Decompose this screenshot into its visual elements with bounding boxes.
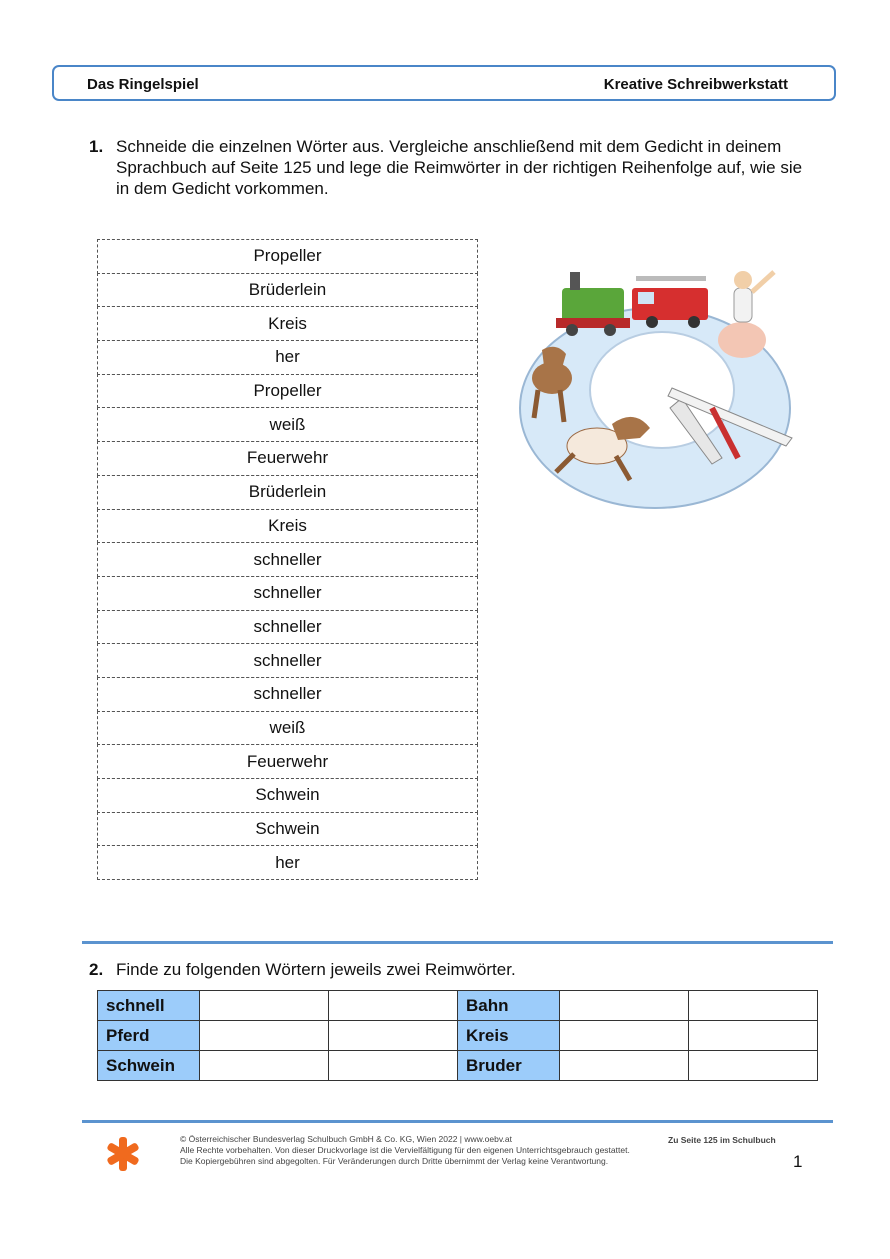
rhyme-word-cell: Schwein xyxy=(98,1051,200,1081)
copyright-line-3: Die Kopiergebühren sind abgegolten. Für Veränderungen durch Dritte übernimmt der Verlag keine Verantwortung. xyxy=(180,1156,609,1166)
rhyme-word-cell: Bahn xyxy=(458,991,560,1021)
cut-word-cell: Propeller xyxy=(97,374,478,409)
task-1-number: 1. xyxy=(89,137,104,156)
section-divider-top xyxy=(82,941,833,944)
answer-cell[interactable] xyxy=(200,991,329,1021)
boy-on-pig-icon xyxy=(718,271,774,358)
answer-cell[interactable] xyxy=(560,991,689,1021)
copyright-line-2: Alle Rechte vorbehalten. Von dieser Druckvorlage ist die Vervielfältigung für den eigenen Unterrichtsgebrauch gestattet. xyxy=(180,1145,630,1155)
table-row xyxy=(98,991,818,1021)
carousel-illustration xyxy=(512,258,798,514)
copyright-notice xyxy=(180,1134,630,1167)
cut-word-cell: her xyxy=(97,845,478,880)
answer-cell[interactable] xyxy=(329,991,458,1021)
cut-word-cell: Schwein xyxy=(97,778,478,813)
rhyme-table xyxy=(97,990,818,1081)
task-1-instruction: Schneide die einzelnen Wörter aus. Vergleiche anschließend mit dem Gedicht in deinem Sprachbuch auf Seite 125 und lege die Reimwörter in der richtigen Reihenfolge auf, wie sie in dem Gedicht vorkommen. xyxy=(116,137,803,198)
worksheet-title: Das Ringelspiel xyxy=(87,76,199,93)
answer-cell[interactable] xyxy=(329,1051,458,1081)
cut-word-cell: weiß xyxy=(97,711,478,746)
cut-word-cell: Brüderlein xyxy=(97,273,478,308)
answer-cell[interactable] xyxy=(200,1021,329,1051)
publisher-logo-icon xyxy=(104,1135,142,1173)
cut-word-cell: Feuerwehr xyxy=(97,744,478,779)
answer-cell[interactable] xyxy=(560,1021,689,1051)
answer-cell[interactable] xyxy=(689,1051,818,1081)
cut-word-cell: schneller xyxy=(97,677,478,712)
section-divider-bottom xyxy=(82,1120,833,1123)
cut-out-word-list xyxy=(97,239,478,880)
page-number: 1 xyxy=(793,1152,803,1171)
rhyme-word-cell: Pferd xyxy=(98,1021,200,1051)
copyright-line-1: © Österreichischer Bundesverlag Schulbuch GmbH & Co. KG, Wien 2022 | www.oebv.at xyxy=(180,1134,512,1144)
worksheet-section: Kreative Schreibwerkstatt xyxy=(603,76,788,93)
table-row xyxy=(98,1051,818,1081)
cut-word-cell: Schwein xyxy=(97,812,478,847)
answer-cell[interactable] xyxy=(560,1051,689,1081)
table-row xyxy=(98,1021,818,1051)
train-icon xyxy=(556,272,630,336)
cut-word-cell: her xyxy=(97,340,478,375)
cut-word-cell: schneller xyxy=(97,643,478,678)
rhyme-word-cell: Bruder xyxy=(458,1051,560,1081)
cut-word-cell: Brüderlein xyxy=(97,475,478,510)
answer-cell[interactable] xyxy=(689,991,818,1021)
task-2-instruction: Finde zu folgenden Wörtern jeweils zwei Reimwörter. xyxy=(116,960,516,979)
cut-word-cell: Feuerwehr xyxy=(97,441,478,476)
schoolbook-reference: Zu Seite 125 im Schulbuch xyxy=(668,1135,776,1145)
cut-word-cell: schneller xyxy=(97,542,478,577)
cut-word-cell: schneller xyxy=(97,610,478,645)
header-box xyxy=(52,65,836,101)
task-2-number: 2. xyxy=(89,960,104,979)
cut-word-cell: Propeller xyxy=(97,239,478,274)
cut-word-cell: weiß xyxy=(97,407,478,442)
cut-word-cell: Kreis xyxy=(97,306,478,341)
answer-cell[interactable] xyxy=(200,1051,329,1081)
rhyme-word-cell: Kreis xyxy=(458,1021,560,1051)
rhyme-word-cell: schnell xyxy=(98,991,200,1021)
answer-cell[interactable] xyxy=(689,1021,818,1051)
answer-cell[interactable] xyxy=(329,1021,458,1051)
cut-word-cell: schneller xyxy=(97,576,478,611)
cut-word-cell: Kreis xyxy=(97,509,478,544)
